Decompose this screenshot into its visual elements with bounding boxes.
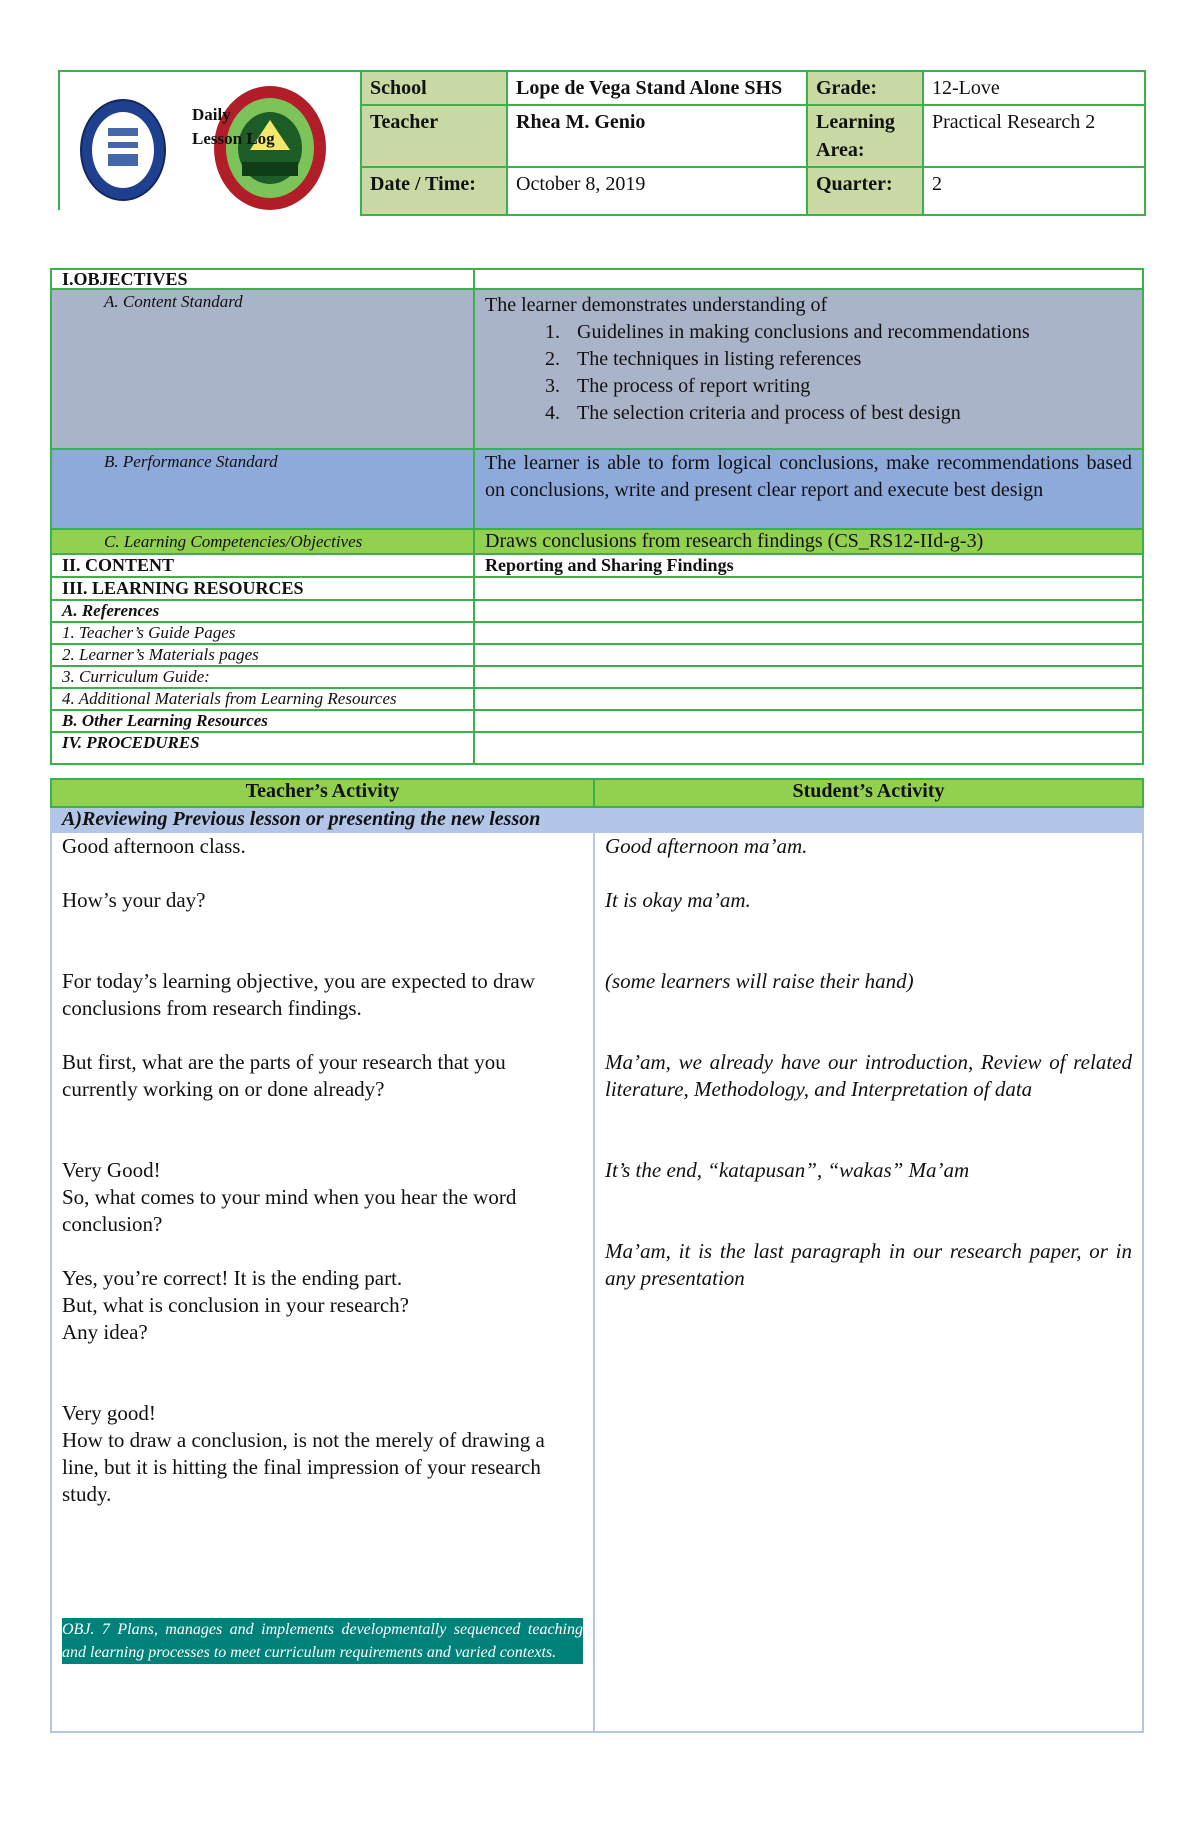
teacher-line: Very good! (62, 1401, 156, 1425)
performance-standard-text: The learner is able to form logical conclusions, make recommendations based on conclusions, write and present clear report and execute best design (474, 449, 1143, 529)
activity-table (50, 778, 1144, 1733)
student-line: Good afternoon ma’am. (605, 834, 808, 858)
teacher-line: How to draw a conclusion, is not the merely of drawing a line, but it is hitting the final impression of your research study. (62, 1428, 545, 1506)
content-standard-list (485, 319, 1132, 427)
teacher-line: How’s your day? (62, 888, 206, 912)
student-line: It’s the end, “katapusan”, “wakas” Ma’am (605, 1158, 970, 1182)
content-standard-label: A. Content Standard (104, 292, 243, 311)
teacher-label: Teacher (361, 105, 507, 167)
teacher-line: Very Good! (62, 1158, 161, 1182)
performance-standard-label: B. Performance Standard (104, 452, 278, 471)
teacher-line: Yes, you’re correct! It is the ending part. (62, 1266, 403, 1290)
lesson-log-label: Lesson Log (192, 129, 275, 148)
deped-seal-icon (78, 96, 168, 206)
references-label: A. References (51, 600, 474, 622)
grade-label: Grade: (807, 71, 923, 105)
resource-item: 3. Curriculum Guide: (51, 666, 474, 688)
student-line: (some learners will raise their hand) (605, 969, 914, 993)
content-value: Reporting and Sharing Findings (474, 554, 1143, 577)
list-item: 1. Guidelines in making conclusions and recommendations (565, 319, 1132, 346)
student-activity-cell (594, 832, 1143, 1732)
student-activity-header: Student’s Activity (594, 779, 1143, 807)
learning-area-label: Learning Area: (807, 105, 923, 167)
school-value: Lope de Vega Stand Alone SHS (507, 71, 807, 105)
objectives-table (50, 268, 1144, 765)
school-label: School (361, 71, 507, 105)
teacher-line: Good afternoon class. (62, 834, 246, 858)
quarter-value: 2 (923, 167, 1145, 215)
quarter-label: Quarter: (807, 167, 923, 215)
competencies-text: Draws conclusions from research findings (CS_RS12-IId-g-3) (474, 529, 1143, 554)
teacher-line: But first, what are the parts of your research that you currently working on or done already? (62, 1050, 506, 1101)
objectives-title: I.OBJECTIVES (51, 269, 474, 289)
resource-item: 1. Teacher’s Guide Pages (51, 622, 474, 644)
teacher-line: Any idea? (62, 1320, 148, 1344)
teacher-value: Rhea M. Genio (507, 105, 807, 167)
grade-value: 12-Love (923, 71, 1145, 105)
resource-item: 2. Learner’s Materials pages (51, 644, 474, 666)
list-item: 2. The techniques in listing references (565, 346, 1132, 373)
date-label: Date / Time: (361, 167, 507, 215)
teacher-line: For today’s learning objective, you are expected to draw conclusions from research findings. (62, 969, 535, 1020)
list-item: 4. The selection criteria and process of best design (565, 400, 1132, 427)
daily-label: Daily (192, 105, 231, 124)
student-line: It is okay ma’am. (605, 888, 751, 912)
section-heading: A)Reviewing Previous lesson or presenting the new lesson (51, 807, 1143, 832)
teacher-activity-cell (51, 832, 594, 1732)
procedures-label: IV. PROCEDURES (51, 732, 474, 764)
obj7-highlight: OBJ. 7 Plans, manages and implements developmentally sequenced teaching and learning processes to meet curriculum requirements and varied contexts. (62, 1618, 583, 1664)
list-item: 3. The process of report writing (565, 373, 1132, 400)
date-value: October 8, 2019 (507, 167, 807, 215)
header-info-table (360, 70, 1146, 216)
teacher-line: So, what comes to your mind when you hear the word conclusion? (62, 1185, 517, 1236)
other-resources-label: B. Other Learning Resources (51, 710, 474, 732)
student-line: Ma’am, it is the last paragraph in our research paper, or in any presentation (605, 1239, 1132, 1290)
content-label: II. CONTENT (51, 554, 474, 577)
teacher-line: But, what is conclusion in your research? (62, 1293, 409, 1317)
learning-area-value: Practical Research 2 (923, 105, 1145, 167)
competencies-label: C. Learning Competencies/Objectives (104, 532, 363, 551)
resource-item: 4. Additional Materials from Learning Resources (51, 688, 474, 710)
resources-title: III. LEARNING RESOURCES (51, 577, 474, 600)
content-standard-intro: The learner demonstrates understanding of (485, 294, 828, 316)
teacher-activity-header: Teacher’s Activity (51, 779, 594, 807)
student-line: Ma’am, we already have our introduction, Review of related literature, Methodology, and Interpretation of data (605, 1050, 1132, 1101)
